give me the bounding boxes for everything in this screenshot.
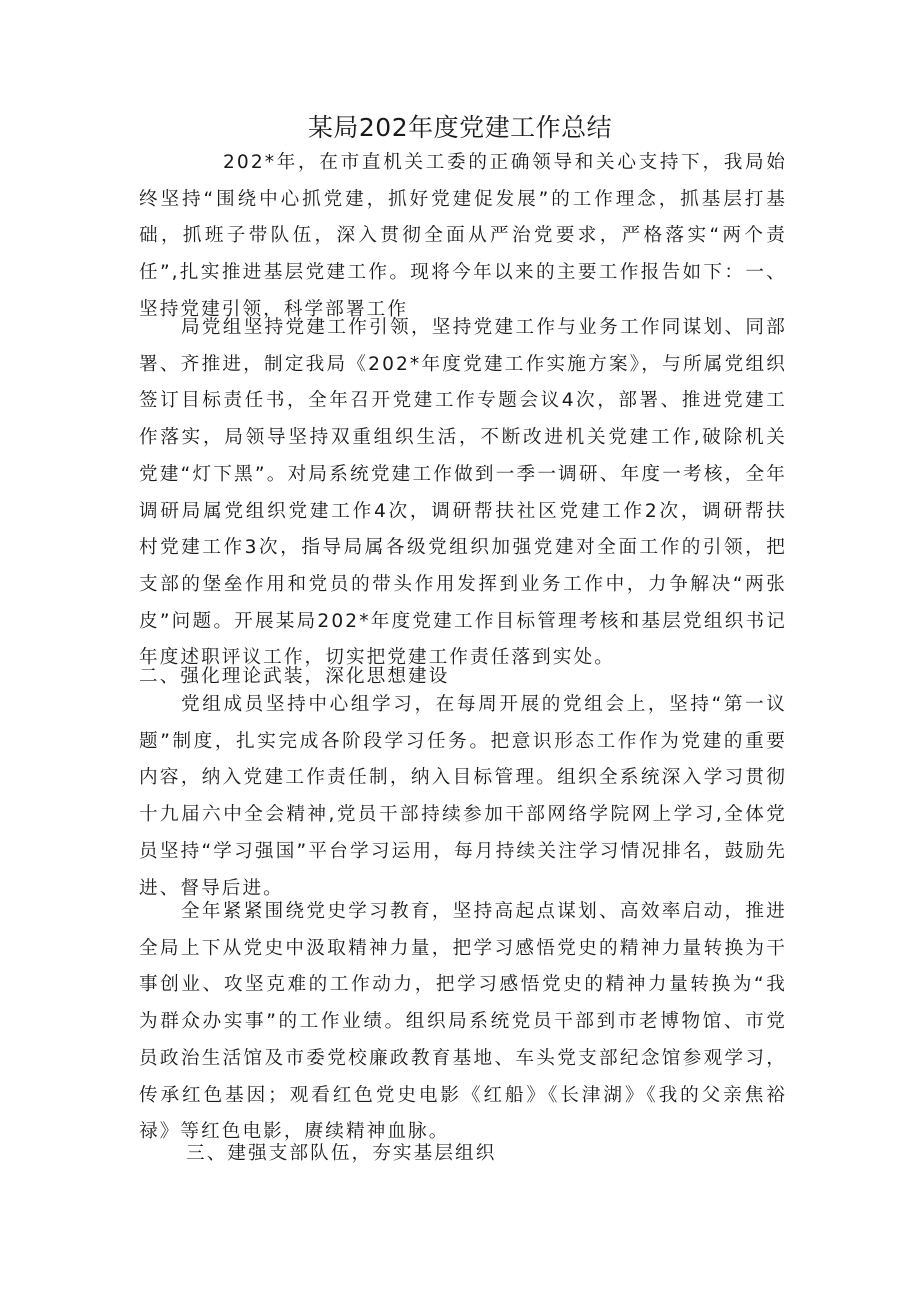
body-paragraph: 党组成员坚持中心组学习，在每周开展的党组会上，坚持“第一议题”制度，扎实完成各阶段学习任务。把意识形态工作作为党建的重要内容，纳入党建工作责任制，纳入目标管理。组织全系统深入学习贯彻十九届六中全会精神,党员干部持续参加干部网络学院网上学习,全体党员坚持“学习强国”平台学习运用，每月持续关注学习情况排名，鼓励先进、督导后进。 <box>139 694 787 899</box>
section-heading: 二、强化理论武装，深化思想建设 <box>139 666 450 687</box>
section-heading: 三、建强支部队伍，夯实基层组织 <box>186 1143 497 1164</box>
intro-paragraph: 202*年，在市直机关工委的正确领导和关心支持下，我局始终坚持“围绕中心抓党建，抓好党建促发展”的工作理念，抓基层打基础，抓班子带队伍，深入贯彻全面从严治党要求，严格落实“两个责任”,扎实推进基层党建工作。现将今年以来的主要工作报告如下：一、坚持党建引领，科学部署工作 <box>139 152 787 320</box>
body-paragraph: 局党组坚持党建工作引领，坚持党建工作与业务工作同谋划、同部署、齐推进，制定我局《202*年度党建工作实施方案》，与所属党组织签订目标责任书，全年召开党建工作专题会议4次，部署、推进党建工作落实，局领导坚持双重组织生活，不断改进机关党建工作,破除机关党建“灯下黑”。对局系统党建工作做到一季一调研、年度一考核，全年调研局属党组织党建工作4次，调研帮扶社区党建工作2次，调研帮扶村党建工作3次，指导局属各级党组织加强党建对全面工作的引领，把支部的堡垒作用和党员的带头作用发挥到业务工作中，力争解决“两张皮”问题。开展某局202*年度党建工作目标管理考核和基层党组织书记年度述职评议工作，切实把党建工作责任落到实处。 <box>139 317 787 669</box>
document-title: 某局202年度党建工作总结 <box>307 113 613 142</box>
body-paragraph: 全年紧紧围绕党史学习教育，坚持高起点谋划、高效率启动，推进全局上下从党史中汲取精神力量，把学习感悟党史的精神力量转换为干事创业、攻坚克难的工作动力，把学习感悟党史的精神力量转换为“我为群众办实事”的工作业绩。组织局系统党员干部到市老博物馆、市党员政治生活馆及市委党校廉政教育基地、车头党支部纪念馆参观学习，传承红色基因；观看红色党史电影《红船》《长津湖》《我的父亲焦裕禄》等红色电影，赓续精神血脉。 <box>139 901 787 1143</box>
